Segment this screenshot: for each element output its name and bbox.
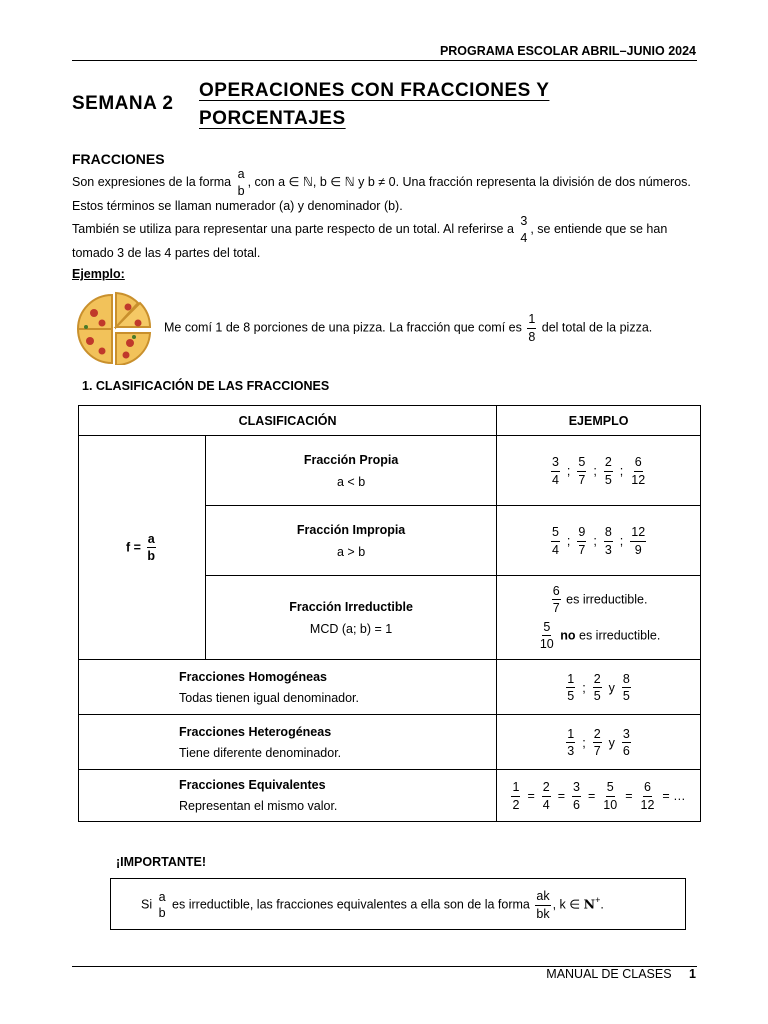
para1-pre: Son expresiones de la forma — [72, 174, 232, 189]
fraction-1-8: $\frac{1}{8}$ — [528, 312, 536, 344]
important-si: Si — [141, 897, 153, 912]
heterogeneous-cell — [79, 715, 497, 770]
classification-table — [78, 405, 701, 822]
improper-example: $\frac{5}{4}$ ; $\frac{9}{7}$ ; $\frac{8}{3}$ ; $\frac{12}{9}$ — [497, 506, 701, 576]
equivalent-cell — [79, 770, 497, 822]
irreducible-yes-text: es irreductible. — [566, 591, 648, 606]
equivalent-desc: Representan el mismo valor. — [179, 799, 338, 813]
para1-post: , con a ∈ ℕ, b ∈ ℕ y b ≠ 0. Una fracción representa la división de dos números. — [247, 174, 691, 189]
equivalent-name: Fracciones Equivalentes — [179, 778, 326, 792]
no-bold: no — [560, 627, 576, 642]
table-row — [79, 660, 701, 715]
heterogeneous-example: $\frac{1}{3}$ ; $\frac{2}{7}$ y $\frac{3}{6}$ — [497, 715, 701, 770]
section-heading: FRACCIONES — [72, 151, 165, 167]
homogeneous-name: Fracciones Homogéneas — [179, 669, 327, 684]
paragraph-part — [72, 215, 702, 263]
irreducible-no-text: es irreductible. — [575, 627, 661, 642]
irreducible-name: Fracción Irreductible — [289, 599, 413, 614]
fraction-a-b-bold: $\frac{a}{b}$ — [147, 531, 156, 563]
n-plus-symbol: N — [583, 896, 596, 912]
para2-post: , se entiende que se han — [530, 221, 668, 236]
plus-superscript: + — [595, 895, 601, 906]
homogeneous-cell — [79, 660, 497, 715]
table-row — [79, 770, 701, 822]
important-mid: es irreductible, las fracciones equivalentes a ella son de la forma — [172, 897, 530, 912]
important-dot: . — [600, 897, 604, 912]
para1-line2: Estos términos se llaman numerador (a) y denominador (b). — [72, 199, 403, 213]
header-example: EJEMPLO — [497, 406, 701, 436]
program-header: PROGRAMA ESCOLAR ABRIL–JUNIO 2024 — [439, 44, 696, 58]
irreducible-desc: MCD (a; b) = 1 — [309, 621, 393, 636]
header-rule — [72, 60, 697, 61]
irreducible-example: $\frac{6}{7}$ es irreductible. $\frac{5}{10}$ no es irreductible. — [497, 576, 701, 660]
f-definition-cell — [79, 436, 206, 660]
homogeneous-example: $\frac{1}{5}$ ; $\frac{2}{5}$ y $\frac{8}{5}$ — [497, 660, 701, 715]
fraction-3-4: 3 4 — [520, 214, 528, 245]
page-number: 1 — [689, 967, 696, 981]
footer-label: MANUAL DE CLASES — [546, 967, 672, 981]
proper-name: Fracción Propia — [303, 452, 399, 467]
subsection-heading: 1. CLASIFICACIÓN DE LAS FRACCIONES — [82, 379, 330, 393]
proper-cell — [206, 436, 497, 506]
proper-example: $\frac{3}{4}$ ; $\frac{5}{7}$ ; $\frac{2}{5}$ ; $\frac{6}{12}$ — [497, 436, 701, 506]
example-post: del total de la pizza. — [541, 320, 653, 335]
table-row — [79, 436, 701, 506]
improper-name: Fracción Impropia — [296, 522, 406, 537]
proper-desc: a < b — [337, 474, 366, 489]
example-sentence — [164, 313, 652, 343]
title-line-1: OPERACIONES CON FRACCIONES Y — [199, 80, 550, 101]
paragraph-definition — [72, 168, 702, 216]
f-label: f = — [125, 539, 141, 554]
para2-pre: También se utiliza para representar una parte respecto de un total. Al referirse a — [72, 221, 514, 236]
pizza-image — [72, 289, 156, 365]
title-line-2: PORCENTAJES — [199, 108, 346, 129]
important-text: Si a b es irreductible, las fracciones equivalentes a ella son de la forma $\frac{ak}{bk}$ , k ∈ N+. — [141, 889, 604, 921]
homogeneous-desc: Todas tienen igual denominador. — [179, 690, 359, 705]
improper-cell — [206, 506, 497, 576]
header-classification: CLASIFICACIÓN — [79, 406, 497, 436]
table-row — [79, 715, 701, 770]
footer — [546, 967, 696, 981]
heterogeneous-desc: Tiene diferente denominador. — [179, 745, 342, 760]
important-label: ¡IMPORTANTE! — [116, 855, 207, 869]
equivalent-example: $\frac{1}{2}$ = $\frac{2}{4}$ = $\frac{3}{6}$ = $\frac{5}{10}$ = $\frac{6}{12}$ = … — [497, 770, 701, 822]
fraction-a-b: a b — [237, 167, 245, 198]
table-header-row — [79, 406, 701, 436]
heterogeneous-name: Fracciones Heterogéneas — [179, 724, 332, 739]
week-label: SEMANA 2 — [72, 93, 174, 114]
important-box — [110, 878, 686, 930]
example-pre: Me comí 1 de 8 porciones de una pizza. La fracción que comí es — [164, 320, 522, 335]
improper-desc: a > b — [337, 544, 366, 559]
important-end: , k ∈ — [552, 897, 581, 912]
irreducible-cell — [206, 576, 497, 660]
example-label: Ejemplo: — [72, 267, 125, 281]
para2-line2: tomado 3 de las 4 partes del total. — [72, 246, 261, 260]
page-title — [199, 77, 549, 133]
